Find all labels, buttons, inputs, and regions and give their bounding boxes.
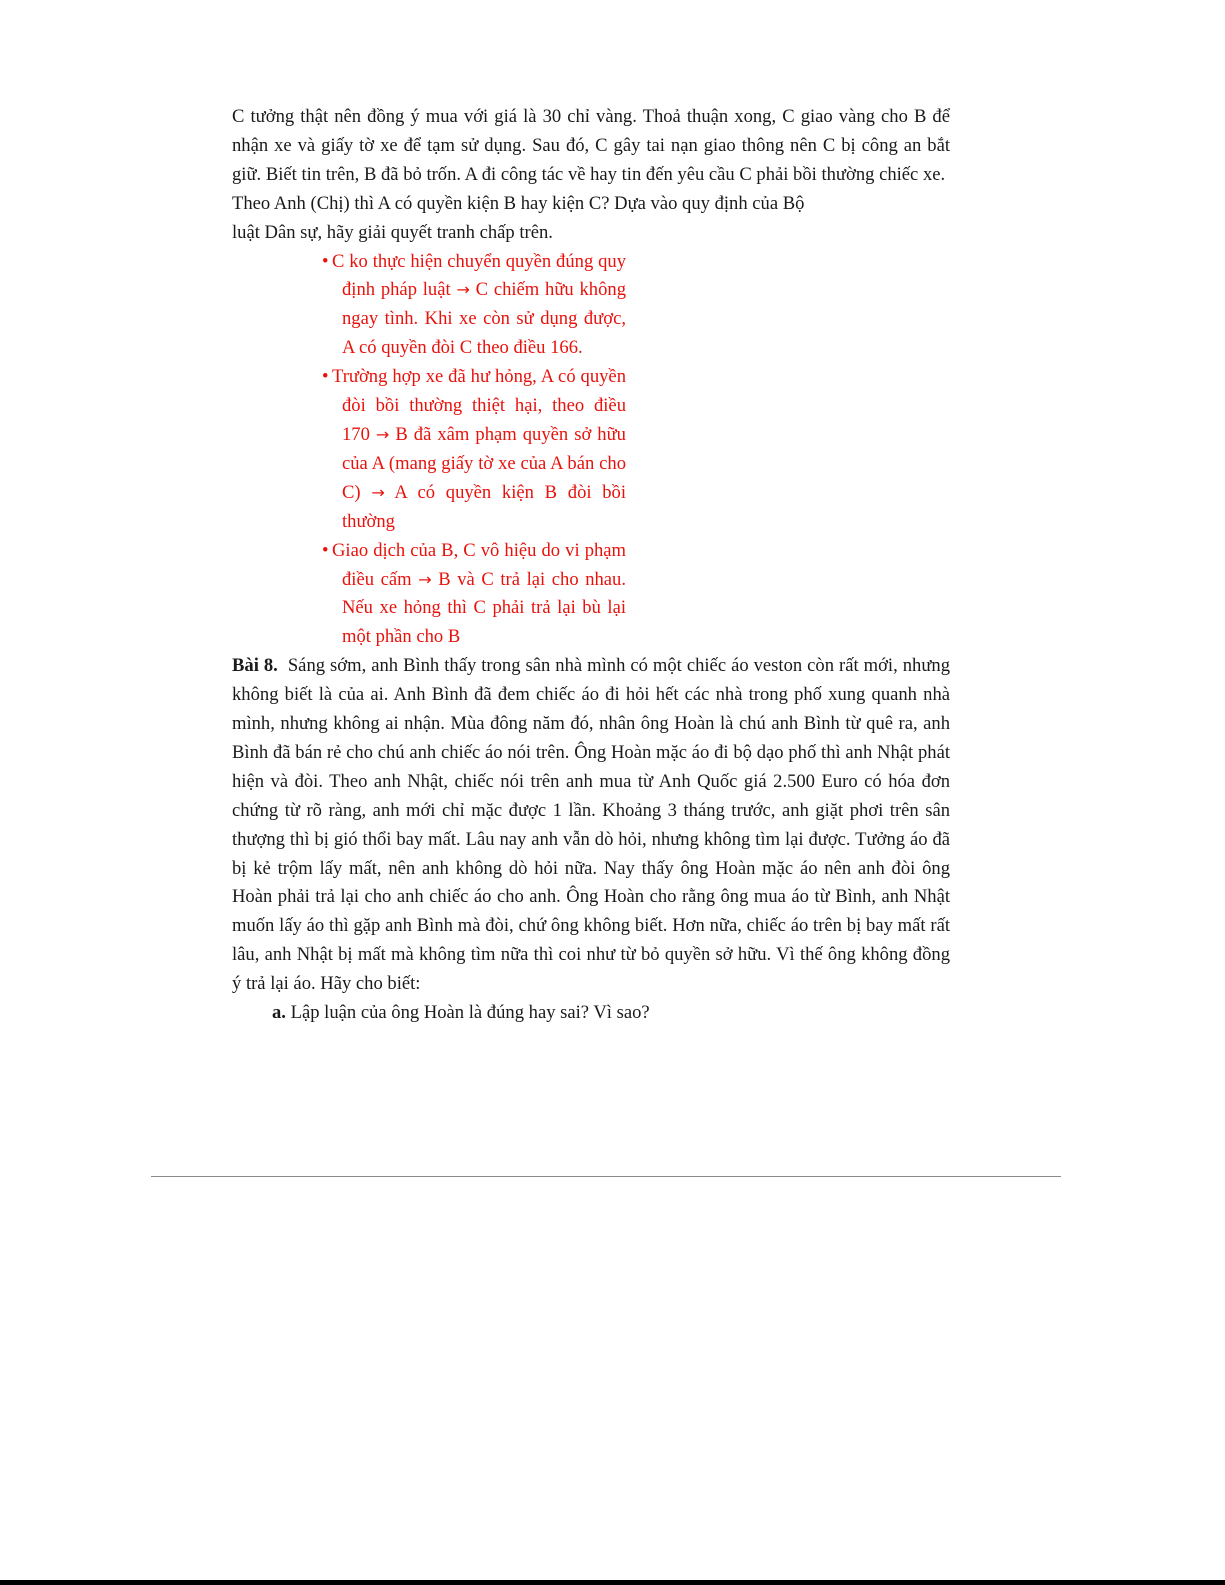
answer-item-2 — [310, 363, 626, 536]
question-line-1: Theo Anh (Chị) thì A có quyền kiện B hay kiện C? Dựa vào quy định của Bộ — [232, 192, 805, 214]
exercise-8 — [232, 652, 950, 999]
bullet-icon: • — [322, 539, 329, 561]
answer-2-part1: Trường hợp xe đã hư hỏng, A có quyền đòi bồi thường thiệt hại, theo điều 170 — [332, 366, 626, 445]
page-bottom-edge — [0, 1580, 1225, 1585]
answer-3-part1: Giao dịch của B, C vô hiệu do vi phạm điều cấm — [332, 539, 626, 590]
answer-2-part3: A có quyền kiện B đòi bồi thường — [342, 481, 626, 532]
sub-question-text: Lập luận của ông Hoàn là đúng hay sai? Vì sao? — [290, 1002, 650, 1024]
bullet-icon: • — [322, 366, 329, 388]
exercise-text: Sáng sớm, anh Bình thấy trong sân nhà mình có một chiếc áo veston còn rất mới, nhưng không biết là của ai. Anh Bình đã đem chiếc áo đi hỏi hết các nhà trong phố xung quanh nhà mình, nhưng không ai nhận. Mùa đông năm đó, nhân ông Hoàn là chú anh Bình từ quê ra, anh Bình đã bán rẻ cho chú anh chiếc áo nói trên. Ông Hoàn mặc áo đi bộ dạo phố thì anh Nhật phát hiện và đòi. Theo anh Nhật, chiếc nói trên anh mua từ Anh Quốc giá 2.500 Euro có hóa đơn chứng từ rõ ràng, anh mới chỉ mặc được 1 lần. Khoảng 3 tháng trước, anh giặt phơi trên sân thượng thì bị gió thổi bay mất. Lâu nay anh vẫn dò hỏi, nhưng không tìm lại được. Tưởng áo đã bị kẻ trộm lấy mất, nên anh không dò hỏi nữa. Nay thấy ông Hoàn mặc áo nên anh đòi ông Hoàn phải trả lại cho anh chiếc áo cho anh. Ông Hoàn cho rằng ông mua áo từ Bình, anh Nhật muốn lấy áo thì gặp anh Bình mà đòi, chứ ông không biết. Hơn nữa, chiếc áo trên bị bay mất rất lâu, anh Nhật bị mất mà không tìm nữa thì coi như từ bỏ quyền sở hữu. Vì thế ông không đồng ý trả lại áo. Hãy cho biết: — [232, 655, 951, 995]
arrow-right-icon: → — [456, 280, 470, 300]
answer-item-1 — [310, 248, 626, 364]
arrow-right-icon: → — [418, 569, 432, 589]
arrow-right-icon: → — [375, 424, 390, 444]
intro-paragraph: C tưởng thật nên đồng ý mua với giá là 30 chỉ vàng. Thoả thuận xong, C giao vàng cho B để nhận xe và giấy tờ xe để tạm sử dụng. Sau đó, C gây tai nạn giao thông nên C bị công an bắt giữ. Biết tin trên, B đã bỏ trốn. A đi công tác về hay tin đến yêu cầu C phải bồi thường chiếc xe. — [232, 106, 950, 185]
sub-question-a — [232, 999, 950, 1028]
sub-question-label: a. — [272, 1002, 286, 1024]
exercise-label: Bài 8. — [232, 655, 278, 677]
document-body — [232, 103, 950, 1028]
answer-1-part1: C ko thực hiện chuyển quyền đúng quy định pháp luật — [332, 250, 626, 301]
arrow-right-icon: → — [371, 482, 385, 502]
answer-3-part2: B và C trả lại cho nhau. Nếu xe hỏng thì C phải trả lại bù lại một phần cho B — [342, 568, 627, 648]
answer-item-3 — [310, 537, 626, 653]
question-line-2: luật Dân sự, hãy giải quyết tranh chấp trên. — [232, 221, 553, 243]
answer-1-part2: C chiếm hữu không ngay tình. Khi xe còn sử dụng được, A có quyền đòi C theo điều 166. — [342, 279, 626, 359]
answer-2-part2: B đã xâm phạm quyền sở hữu của A (mang giấy tờ xe của A bán cho C) — [342, 423, 626, 503]
bullet-icon: • — [322, 250, 329, 272]
answer-list — [232, 248, 950, 653]
page-divider — [151, 1176, 1061, 1177]
